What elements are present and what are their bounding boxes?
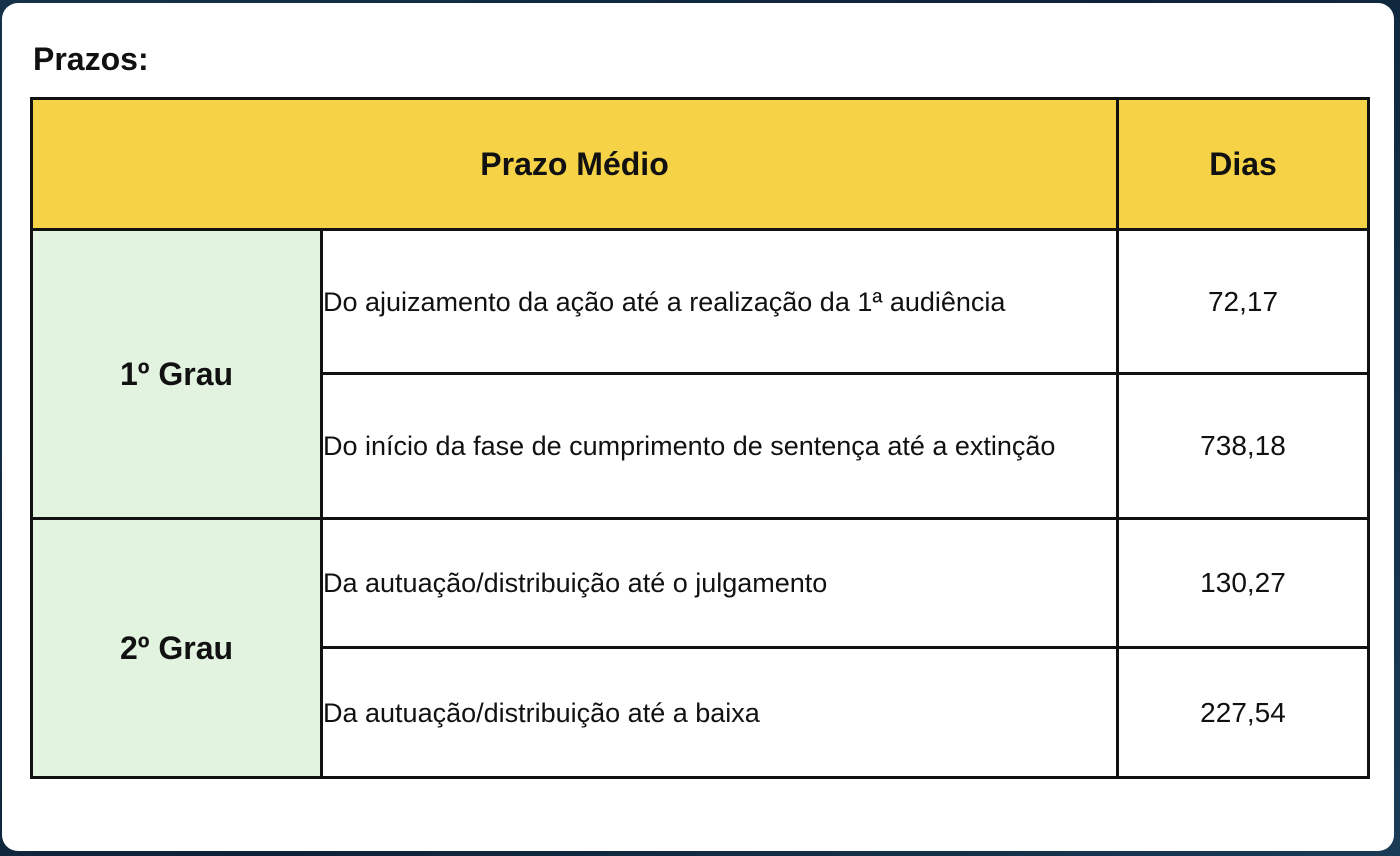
- group-label-2-grau: 2º Grau: [32, 519, 322, 778]
- group-label-1-grau: 1º Grau: [32, 230, 322, 519]
- page-title: Prazos:: [33, 41, 149, 77]
- row-description: Do início da fase de cumprimento de sentença até a extinção: [322, 374, 1118, 519]
- table-row: [32, 519, 1369, 648]
- row-days-value: 130,27: [1118, 519, 1369, 648]
- header-dias: Dias: [1118, 99, 1369, 230]
- row-description: Do ajuizamento da ação até a realização da 1ª audiência: [322, 230, 1118, 374]
- row-days-value: 227,54: [1118, 648, 1369, 778]
- row-description: Da autuação/distribuição até a baixa: [322, 648, 1118, 778]
- header-prazo-medio: Prazo Médio: [32, 99, 1118, 230]
- prazos-table: [30, 97, 1370, 779]
- table-row: [32, 230, 1369, 374]
- row-description: Da autuação/distribuição até o julgamento: [322, 519, 1118, 648]
- prazos-card: [2, 3, 1394, 851]
- row-days-value: 738,18: [1118, 374, 1369, 519]
- table-header-row: [32, 99, 1369, 230]
- row-days-value: 72,17: [1118, 230, 1369, 374]
